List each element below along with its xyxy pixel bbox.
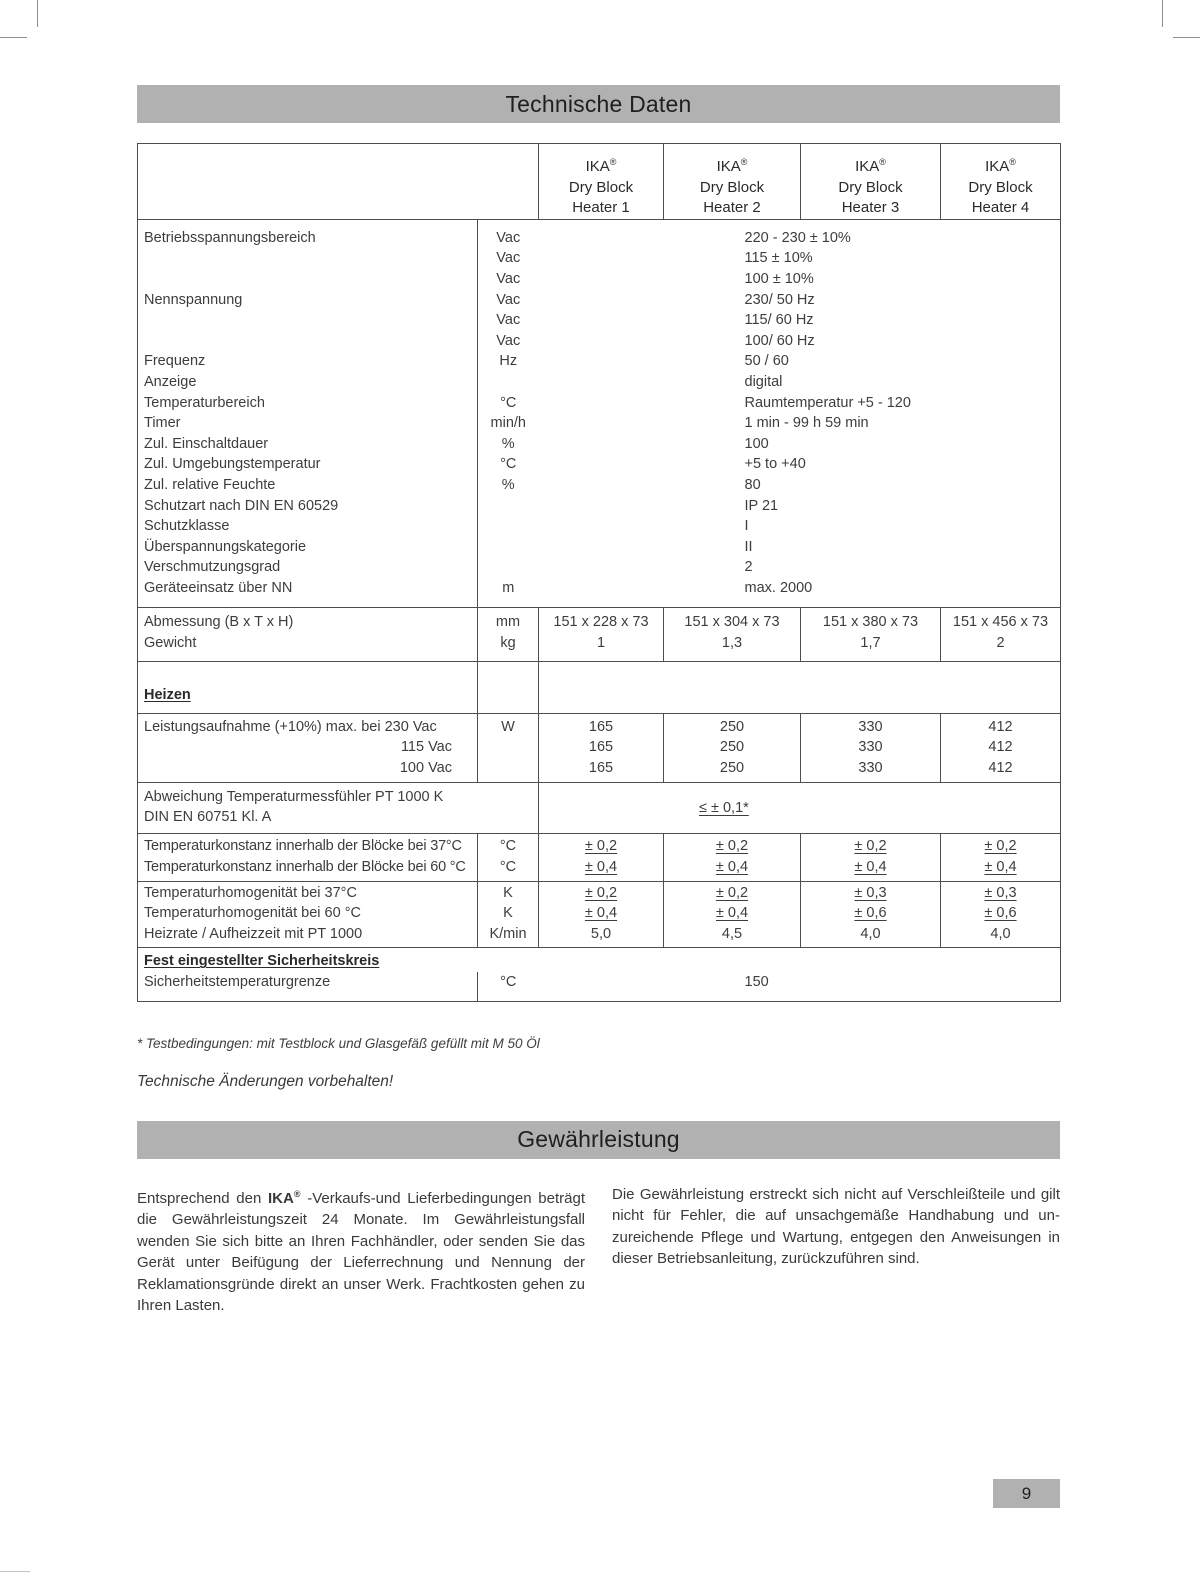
page-number: 9 <box>1021 1483 1032 1503</box>
page-content <box>137 85 1060 1317</box>
registered-mark: ® <box>293 1188 301 1199</box>
table-section-homogeneity <box>138 881 1061 948</box>
spec-row: Schutzklasse I <box>138 516 1061 537</box>
warranty-paragraph-left: Entsprechend den IKA® -Verkaufs-und Lieferbedingungen beträgt die Gewährleistungszeit 24 Monate. Im Gewährleistungsfall wenden Sie sich bitte an Ihren Fachhändler, oder senden Sie das Gerät unter Beifügung der Lieferrechnung und Nennung der Reklamationsgründe direkt an unser Werk. Frachtkosten gehen zu Ihren Lasten. <box>137 1188 585 1315</box>
table-section-constancy <box>138 834 1061 881</box>
spec-row: Vac 115 ± 10% <box>138 248 1061 269</box>
section-title-technical: Technische Daten <box>505 90 692 117</box>
constancy-row: Temperaturkonstanz innerhalb der Blöcke bei 60 °C °C ± 0,4 ± 0,4 ± 0,4 ± 0,4 <box>138 857 1061 881</box>
heating-rate-row: Heizrate / Aufheizzeit mit PT 1000 K/min 5,0 4,5 4,0 4,0 <box>138 924 1061 948</box>
section-header-technische-daten <box>137 85 1060 123</box>
power-row: Leistungsaufnahme (+10%) max. bei 230 Vac W 165 250 330 412 <box>138 713 1061 737</box>
crop-mark-top-left-vertical <box>37 0 38 27</box>
registered-mark: ® <box>609 157 617 167</box>
warranty-text <box>137 1184 1060 1317</box>
table-section-heizen <box>138 661 1061 713</box>
spec-row: Nennspannung Vac 230/ 50 Hz <box>138 290 1061 311</box>
column-header-heater-4: IKA® Dry Block Heater 4 <box>941 144 1061 220</box>
dimension-row: Abmessung (B x T x H) mm 151 x 228 x 73 151 x 304 x 73 151 x 380 x 73 151 x 456 x 73 <box>138 608 1061 633</box>
constancy-row: Temperaturkonstanz innerhalb der Blöcke bei 37°C °C ± 0,2 ± 0,2 ± 0,2 ± 0,2 <box>138 834 1061 857</box>
warranty-paragraph-right: Die Gewährleistung erstreckt sich nicht auf Verschleißteile und gilt nicht für Fehler, die auf unsachgemäße Handhabung und un-zureichende Pflege und Wartung, entgegen den Anweisungen in dieser Betriebsanleitung, zurückzuführen sind. <box>612 1185 1060 1268</box>
weight-row: Gewicht kg 1 1,3 1,7 2 <box>138 633 1061 661</box>
spec-row: Vac 100/ 60 Hz <box>138 331 1061 352</box>
table-section-general-specs <box>138 219 1061 608</box>
homogeneity-row: Temperaturhomogenität bei 60 °C K ± 0,4 ± 0,4 ± 0,6 ± 0,6 <box>138 903 1061 924</box>
page-number-badge <box>993 1479 1060 1508</box>
subject-to-change-note: Technische Änderungen vorbehalten! <box>137 1072 394 1090</box>
section-header-gewaehrleistung <box>137 1121 1060 1159</box>
column-header-heater-3: IKA® Dry Block Heater 3 <box>801 144 941 220</box>
table-section-safety <box>138 948 1061 1001</box>
table-header-corner <box>138 144 539 220</box>
registered-mark: ® <box>879 157 886 167</box>
spec-row: Überspannungskategorie II <box>138 537 1061 558</box>
crop-mark-bottom-left <box>0 1571 30 1572</box>
section-title-warranty: Gewährleistung <box>517 1126 680 1153</box>
safety-heading: Fest eingestellter Sicherheitskreis <box>144 953 380 970</box>
spec-row: Temperaturbereich °C Raumtemperatur +5 - 120 <box>138 393 1061 414</box>
spec-row: Zul. Umgebungstemperatur °C +5 to +40 <box>138 454 1061 475</box>
heizen-heading-row <box>138 661 1061 713</box>
table-section-dimensions <box>138 608 1061 661</box>
spec-row: Vac 115/ 60 Hz <box>138 310 1061 331</box>
crop-mark-top-left-horizontal <box>0 37 27 38</box>
spec-row: Vac 100 ± 10% <box>138 269 1061 290</box>
table-section-power <box>138 713 1061 783</box>
test-conditions-footnote: * Testbedingungen: mit Testblock und Glasgefäß gefüllt mit M 50 Öl <box>137 1035 540 1051</box>
heizen-heading: Heizen <box>144 687 191 704</box>
technical-data-table <box>137 143 1061 1002</box>
spec-row: Anzeige digital <box>138 372 1061 393</box>
table-section-deviation <box>138 783 1061 834</box>
spec-row: Zul. relative Feuchte % 80 <box>138 475 1061 496</box>
spec-row: Verschmutzungsgrad 2 <box>138 557 1061 578</box>
crop-mark-top-right-vertical <box>1162 0 1163 27</box>
power-row: 115 Vac 165 250 330 412 <box>138 737 1061 758</box>
homogeneity-row: Temperaturhomogenität bei 37°C K ± 0,2 ± 0,2 ± 0,3 ± 0,3 <box>138 881 1061 903</box>
spec-row: Schutzart nach DIN EN 60529 IP 21 <box>138 496 1061 517</box>
brand-name: IKA® <box>268 1188 301 1207</box>
safety-heading-row <box>138 948 1061 972</box>
column-header-heater-2: IKA® Dry Block Heater 2 <box>664 144 801 220</box>
spec-row: Frequenz Hz 50 / 60 <box>138 351 1061 372</box>
spec-row: Zul. Einschaltdauer % 100 <box>138 434 1061 455</box>
spec-row: Timer min/h 1 min - 99 h 59 min <box>138 413 1061 434</box>
registered-mark: ® <box>1009 157 1016 167</box>
registered-mark: ® <box>740 157 748 167</box>
column-header-heater-1: IKA® Dry Block Heater 1 <box>539 144 664 220</box>
crop-mark-top-right-horizontal <box>1173 37 1200 38</box>
deviation-row: Abweichung Temperaturmessfühler PT 1000 K DIN EN 60751 Kl. A ≤ ± 0,1* <box>138 783 1061 834</box>
spec-row: Betriebsspannungsbereich Vac 220 - 230 ± 10% <box>138 219 1061 248</box>
table-header <box>138 144 1061 220</box>
safety-limit-row: Sicherheitstemperaturgrenze °C 150 <box>138 972 1061 1001</box>
power-row: 100 Vac 165 250 330 412 <box>138 758 1061 783</box>
spec-row: Geräteeinsatz über NN m max. 2000 <box>138 578 1061 608</box>
